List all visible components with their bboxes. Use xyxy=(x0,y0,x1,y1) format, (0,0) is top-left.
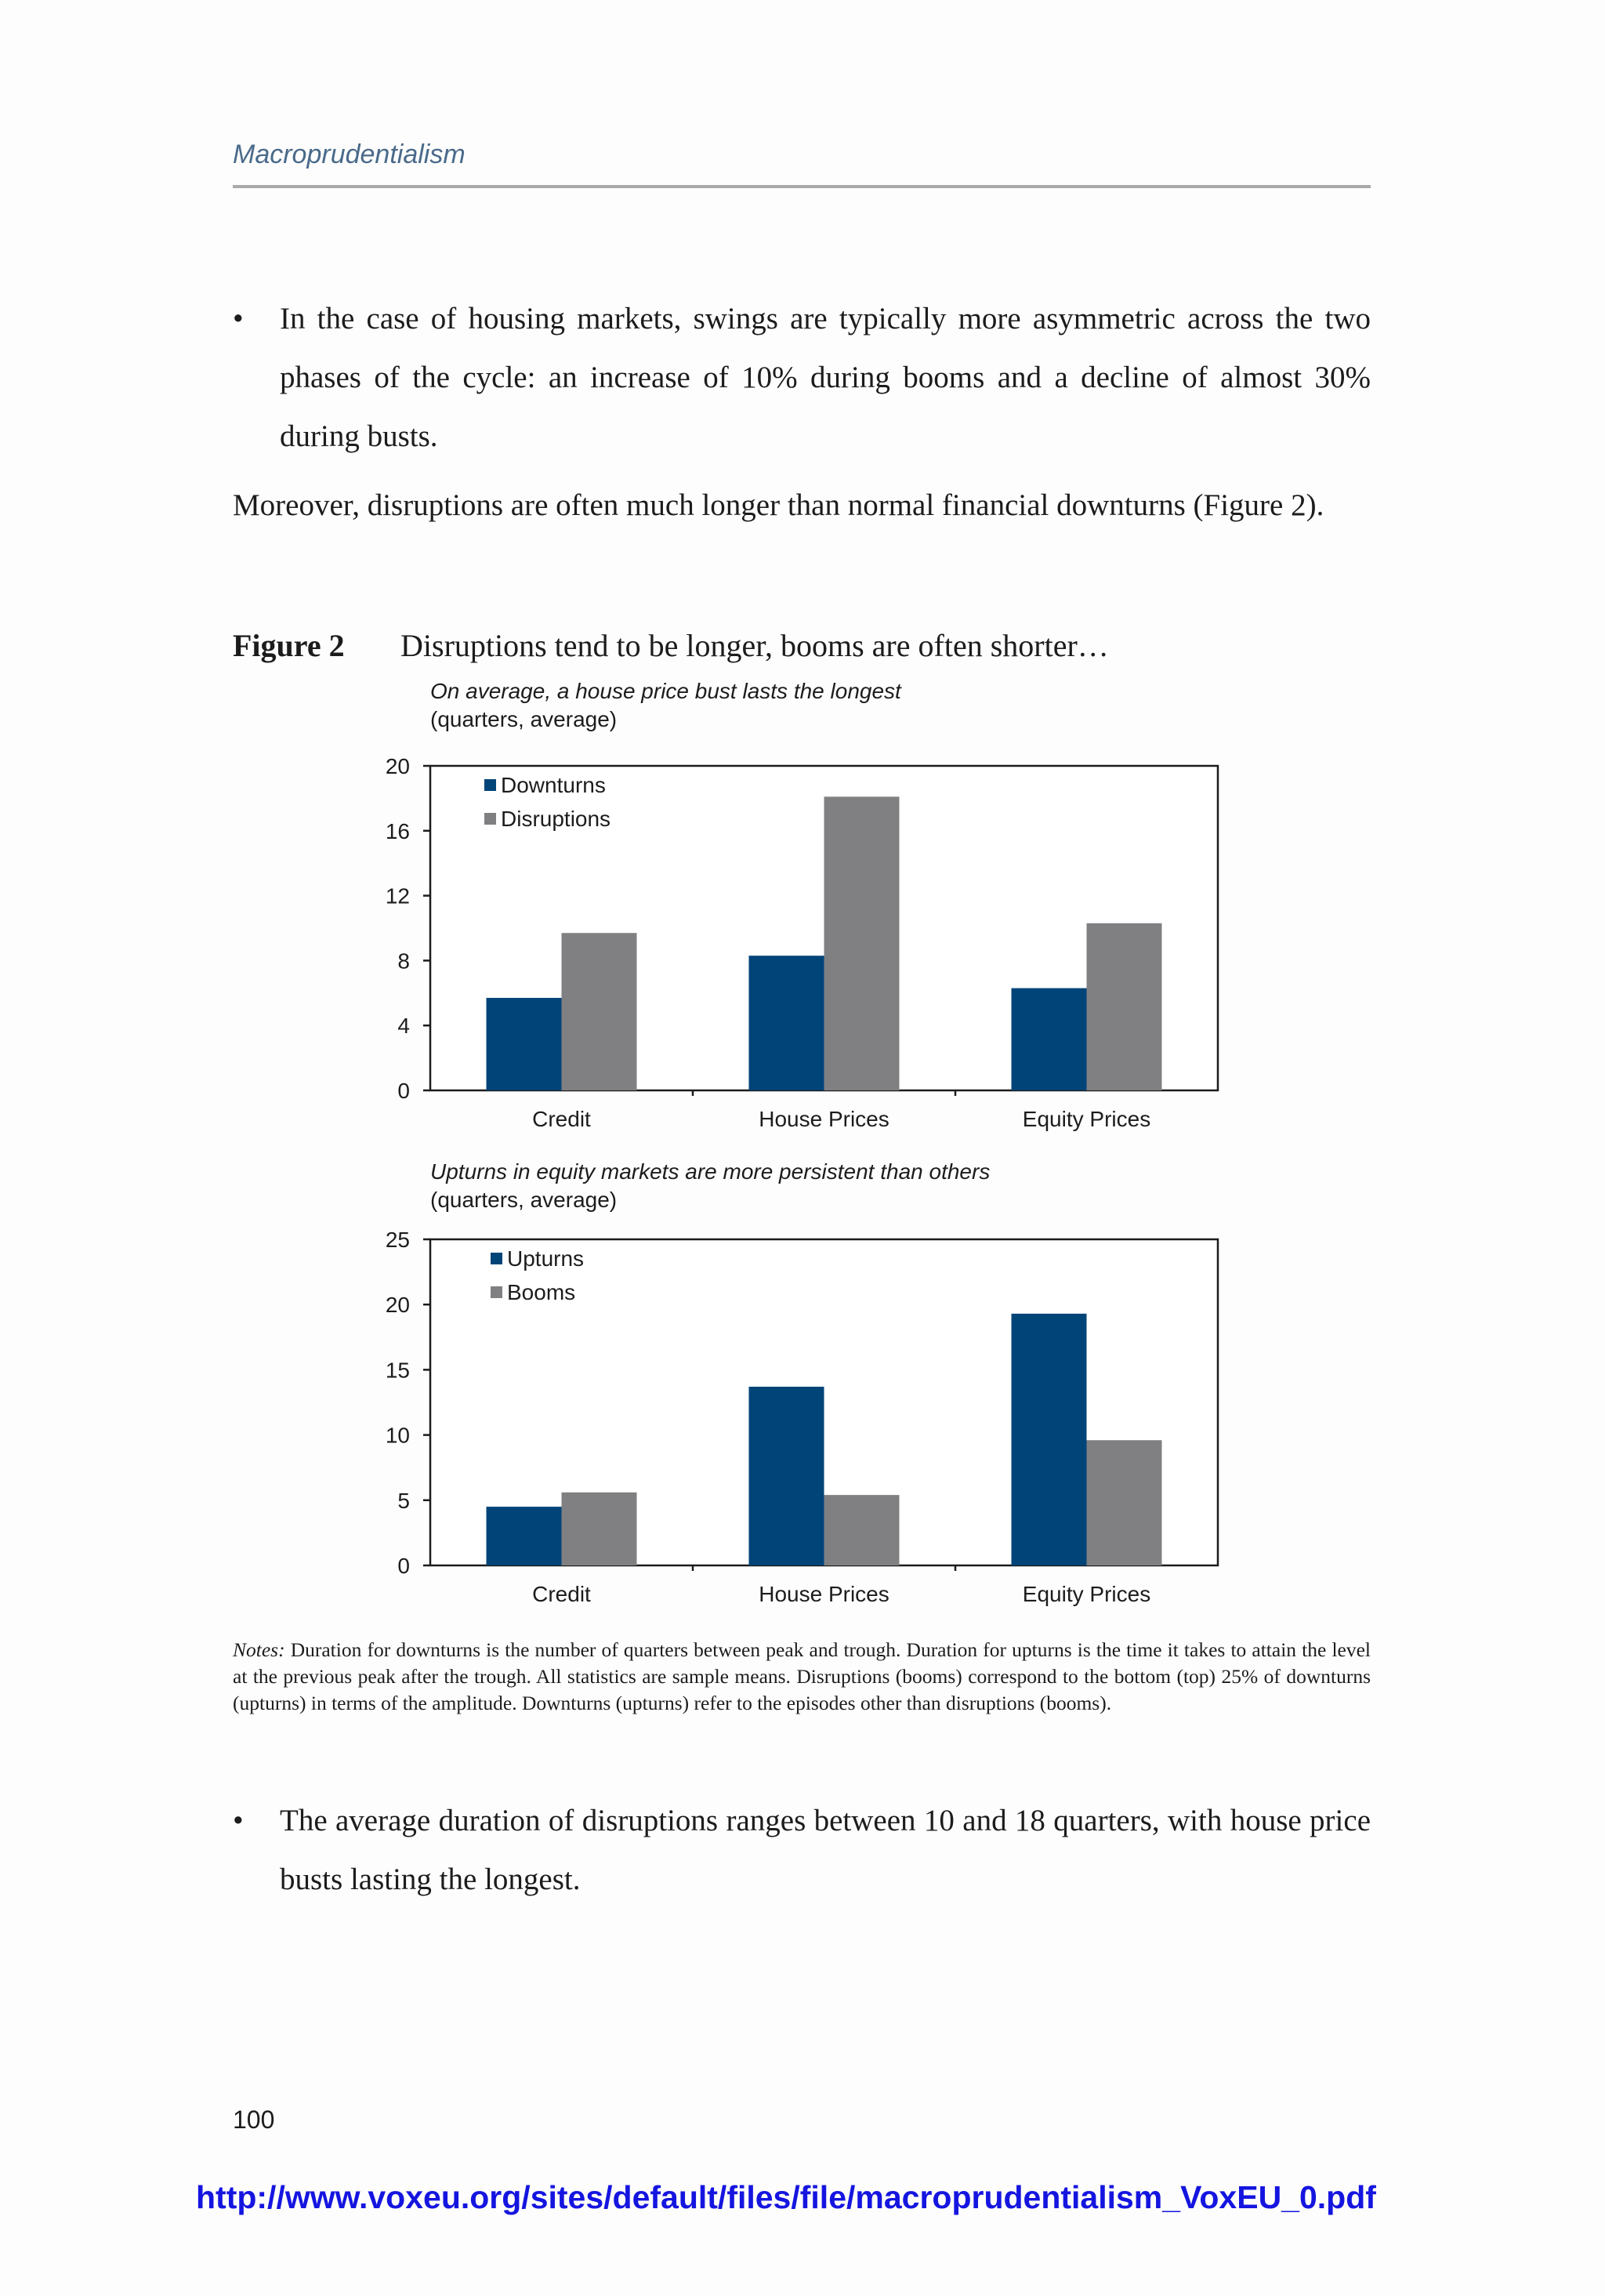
x-category-label: Equity Prices xyxy=(1022,1582,1151,1606)
figure-caption-text: Disruptions tend to be longer, booms are often shorter… xyxy=(400,628,1109,663)
bar-upturns-equity-prices xyxy=(1012,1314,1087,1565)
bar-upturns-house-prices xyxy=(749,1387,824,1565)
x-category-label: Credit xyxy=(532,1107,591,1131)
legend-label: Disruptions xyxy=(501,807,611,831)
bullet-item-1 xyxy=(233,289,1371,466)
legend-swatch xyxy=(484,813,496,825)
bullet-icon: • xyxy=(233,302,244,336)
bar-upturns-credit xyxy=(487,1507,562,1565)
y-tick-label: 10 xyxy=(385,1423,410,1448)
bar-downturns-equity-prices xyxy=(1012,988,1087,1090)
x-category-label: House Prices xyxy=(759,1582,889,1606)
bar-booms-credit xyxy=(562,1493,637,1565)
chart-2 xyxy=(0,1212,1605,1635)
figure-caption xyxy=(233,627,1109,664)
running-header: Macroprudentialism xyxy=(233,140,466,169)
bullet-icon: • xyxy=(233,1804,244,1837)
notes-text: Duration for downturns is the number of quarters between peak and trough. Duration for upturns is the time it takes to attain the level at the previous peak after the trough. All statistics are sample means. Disruptions (booms) correspond to the bottom (top) 25% of downturns (upturns) in terms of the amplitude. Downturns (upturns) refer to the episodes other than disruptions (booms). xyxy=(233,1638,1371,1714)
y-tick-label: 25 xyxy=(385,1228,410,1252)
bullet-text-2: The average duration of disruptions ranges between 10 and 18 quarters, with house price busts lasting the longest. xyxy=(280,1804,1371,1896)
y-tick-label: 20 xyxy=(385,754,410,778)
bar-downturns-house-prices xyxy=(749,956,824,1090)
chart2-title: Upturns in equity markets are more persistent than others xyxy=(430,1159,991,1184)
x-category-label: Equity Prices xyxy=(1022,1107,1151,1131)
chart-1 xyxy=(0,737,1605,1207)
x-category-label: House Prices xyxy=(759,1107,889,1131)
bar-downturns-credit xyxy=(487,998,562,1090)
chart1-title: On average, a house price bust lasts the longest xyxy=(430,679,901,703)
bullet-item-2 xyxy=(233,1791,1371,1909)
y-tick-label: 15 xyxy=(385,1358,410,1383)
paragraph-1: Moreover, disruptions are often much longer than normal financial downturns (Figure 2). xyxy=(233,488,1324,522)
chart1-title-block xyxy=(430,677,901,734)
bar-booms-equity-prices xyxy=(1087,1440,1162,1565)
bar-disruptions-credit xyxy=(562,933,637,1090)
header-rule xyxy=(233,185,1371,188)
figure-notes xyxy=(233,1637,1371,1717)
x-category-label: Credit xyxy=(532,1582,591,1606)
bar-booms-house-prices xyxy=(824,1495,900,1565)
bar-disruptions-equity-prices xyxy=(1087,923,1162,1090)
y-tick-label: 16 xyxy=(385,818,410,843)
chart2-subtitle: (quarters, average) xyxy=(430,1188,618,1212)
y-tick-label: 20 xyxy=(385,1293,410,1318)
notes-label: Notes: xyxy=(233,1638,285,1661)
legend-label: Downturns xyxy=(501,773,606,797)
chart1-subtitle: (quarters, average) xyxy=(430,707,618,731)
y-tick-label: 4 xyxy=(397,1014,410,1039)
y-tick-label: 8 xyxy=(397,949,410,974)
legend-label: Booms xyxy=(507,1280,576,1304)
bar-disruptions-house-prices xyxy=(824,796,900,1090)
chart2-title-block xyxy=(430,1158,990,1214)
figure-label: Figure 2 xyxy=(233,628,345,663)
y-tick-label: 0 xyxy=(397,1079,410,1103)
source-url-link[interactable]: http://www.voxeu.org/sites/default/files/file/macroprudentialism_VoxEU_0.pdf xyxy=(196,2179,1376,2215)
legend-swatch xyxy=(484,779,496,791)
y-tick-label: 5 xyxy=(397,1488,410,1513)
legend-label: Upturns xyxy=(507,1246,585,1271)
legend-swatch xyxy=(491,1286,502,1298)
y-tick-label: 0 xyxy=(397,1554,410,1578)
y-tick-label: 12 xyxy=(385,883,410,909)
page-number: 100 xyxy=(233,2106,275,2134)
legend-swatch xyxy=(491,1253,502,1264)
bullet-text-1: In the case of housing markets, swings are typically more asymmetric across the two phases of the cycle: an increase of 10% during booms and a decline of almost 30% during busts. xyxy=(280,302,1371,453)
